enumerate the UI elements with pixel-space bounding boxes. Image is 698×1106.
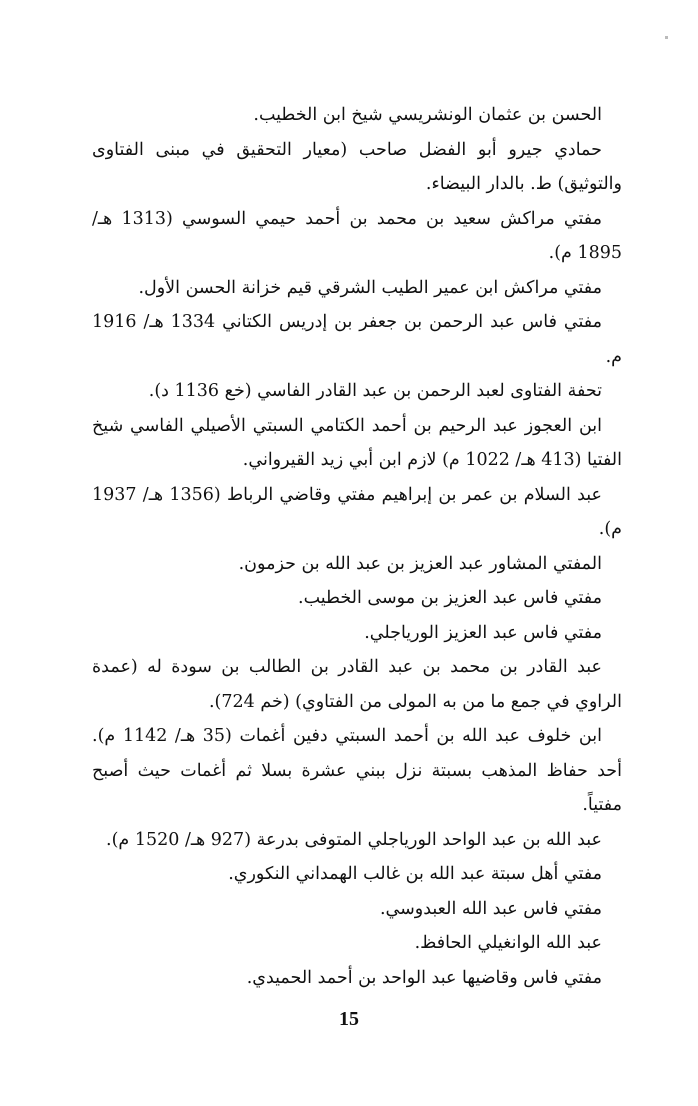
scan-mark [665,36,668,39]
entry-12: عبد القادر بن محمد بن عبد القادر بن الطالب بن سودة له (عمدة الراوي في جمع ما من به المولى من الفتاوي) (خم 724). [92,657,622,712]
entry-16: مفتي فاس عبد الله العبدوسي. [379,898,602,919]
entry-11: مفتي فاس عبد العزيز الورياجلي. [364,622,602,643]
entry-17: عبد الله الوانغيلي الحافظ. [414,933,602,953]
entry-2: حمادي جيرو أبو الفضل صاحب (معيار التحقيق في مبنى الفتاوى والتوثيق) ط. بالدار البيضاء. [92,139,622,194]
entry-3: مفتي مراكش سعيد بن محمد بن أحمد حيمي السوسي (1313 هـ/ 1895 م). [92,208,622,263]
entry-18: مفتي فاس وقاضيها عبد الواحد بن أحمد الحميدي. [246,967,602,988]
entry-14: عبد الله بن عبد الواحد الورياجلي المتوفى بدرعة (927 هـ/ 1520 م). [106,829,602,850]
entry-4: مفتي مراكش ابن عمير الطيب الشرقي قيم خزانة الحسن الأول. [138,277,602,298]
entry-8: عبد السلام بن عمر بن إبراهيم مفتي وقاضي الرباط (1356 هـ/ 1937 م). [92,484,622,539]
entry-1: الحسن بن عثمان الونشريسي شيخ ابن الخطيب. [253,105,602,125]
page-number: 15 [339,1008,359,1030]
entry-13: ابن خلوف عبد الله بن أحمد السبتي دفين أغمات (35 هـ/ 1142 م). أحد حفاظ المذهب بسبتة نزل ببني عشرة بسلا ثم أغمات حيث أصبح مفتياً. [92,726,622,815]
entry-5: مفتي فاس عبد الرحمن بن جعفر بن إدريس الكتاني 1334 هـ/ 1916 م. [92,312,622,367]
entry-6: تحفة الفتاوى لعبد الرحمن بن عبد القادر الفاسي (خع 1136 د). [148,381,602,401]
entry-10: مفتي فاس عبد العزيز بن موسى الخطيب. [298,588,602,608]
entry-7: ابن العجوز عبد الرحيم بن أحمد الكتامي السبتي الأصيلي الفاسي شيخ الفتيا (413 هـ/ 1022 م) لازم ابن أبي زيد القيرواني. [92,415,622,470]
page-body [92,98,622,995]
entry-9: المفتي المشاور عبد العزيز بن عبد الله بن حزمون. [238,553,602,574]
entry-15: مفتي أهل سبتة عبد الله بن غالب الهمداني النكوري. [228,864,602,884]
